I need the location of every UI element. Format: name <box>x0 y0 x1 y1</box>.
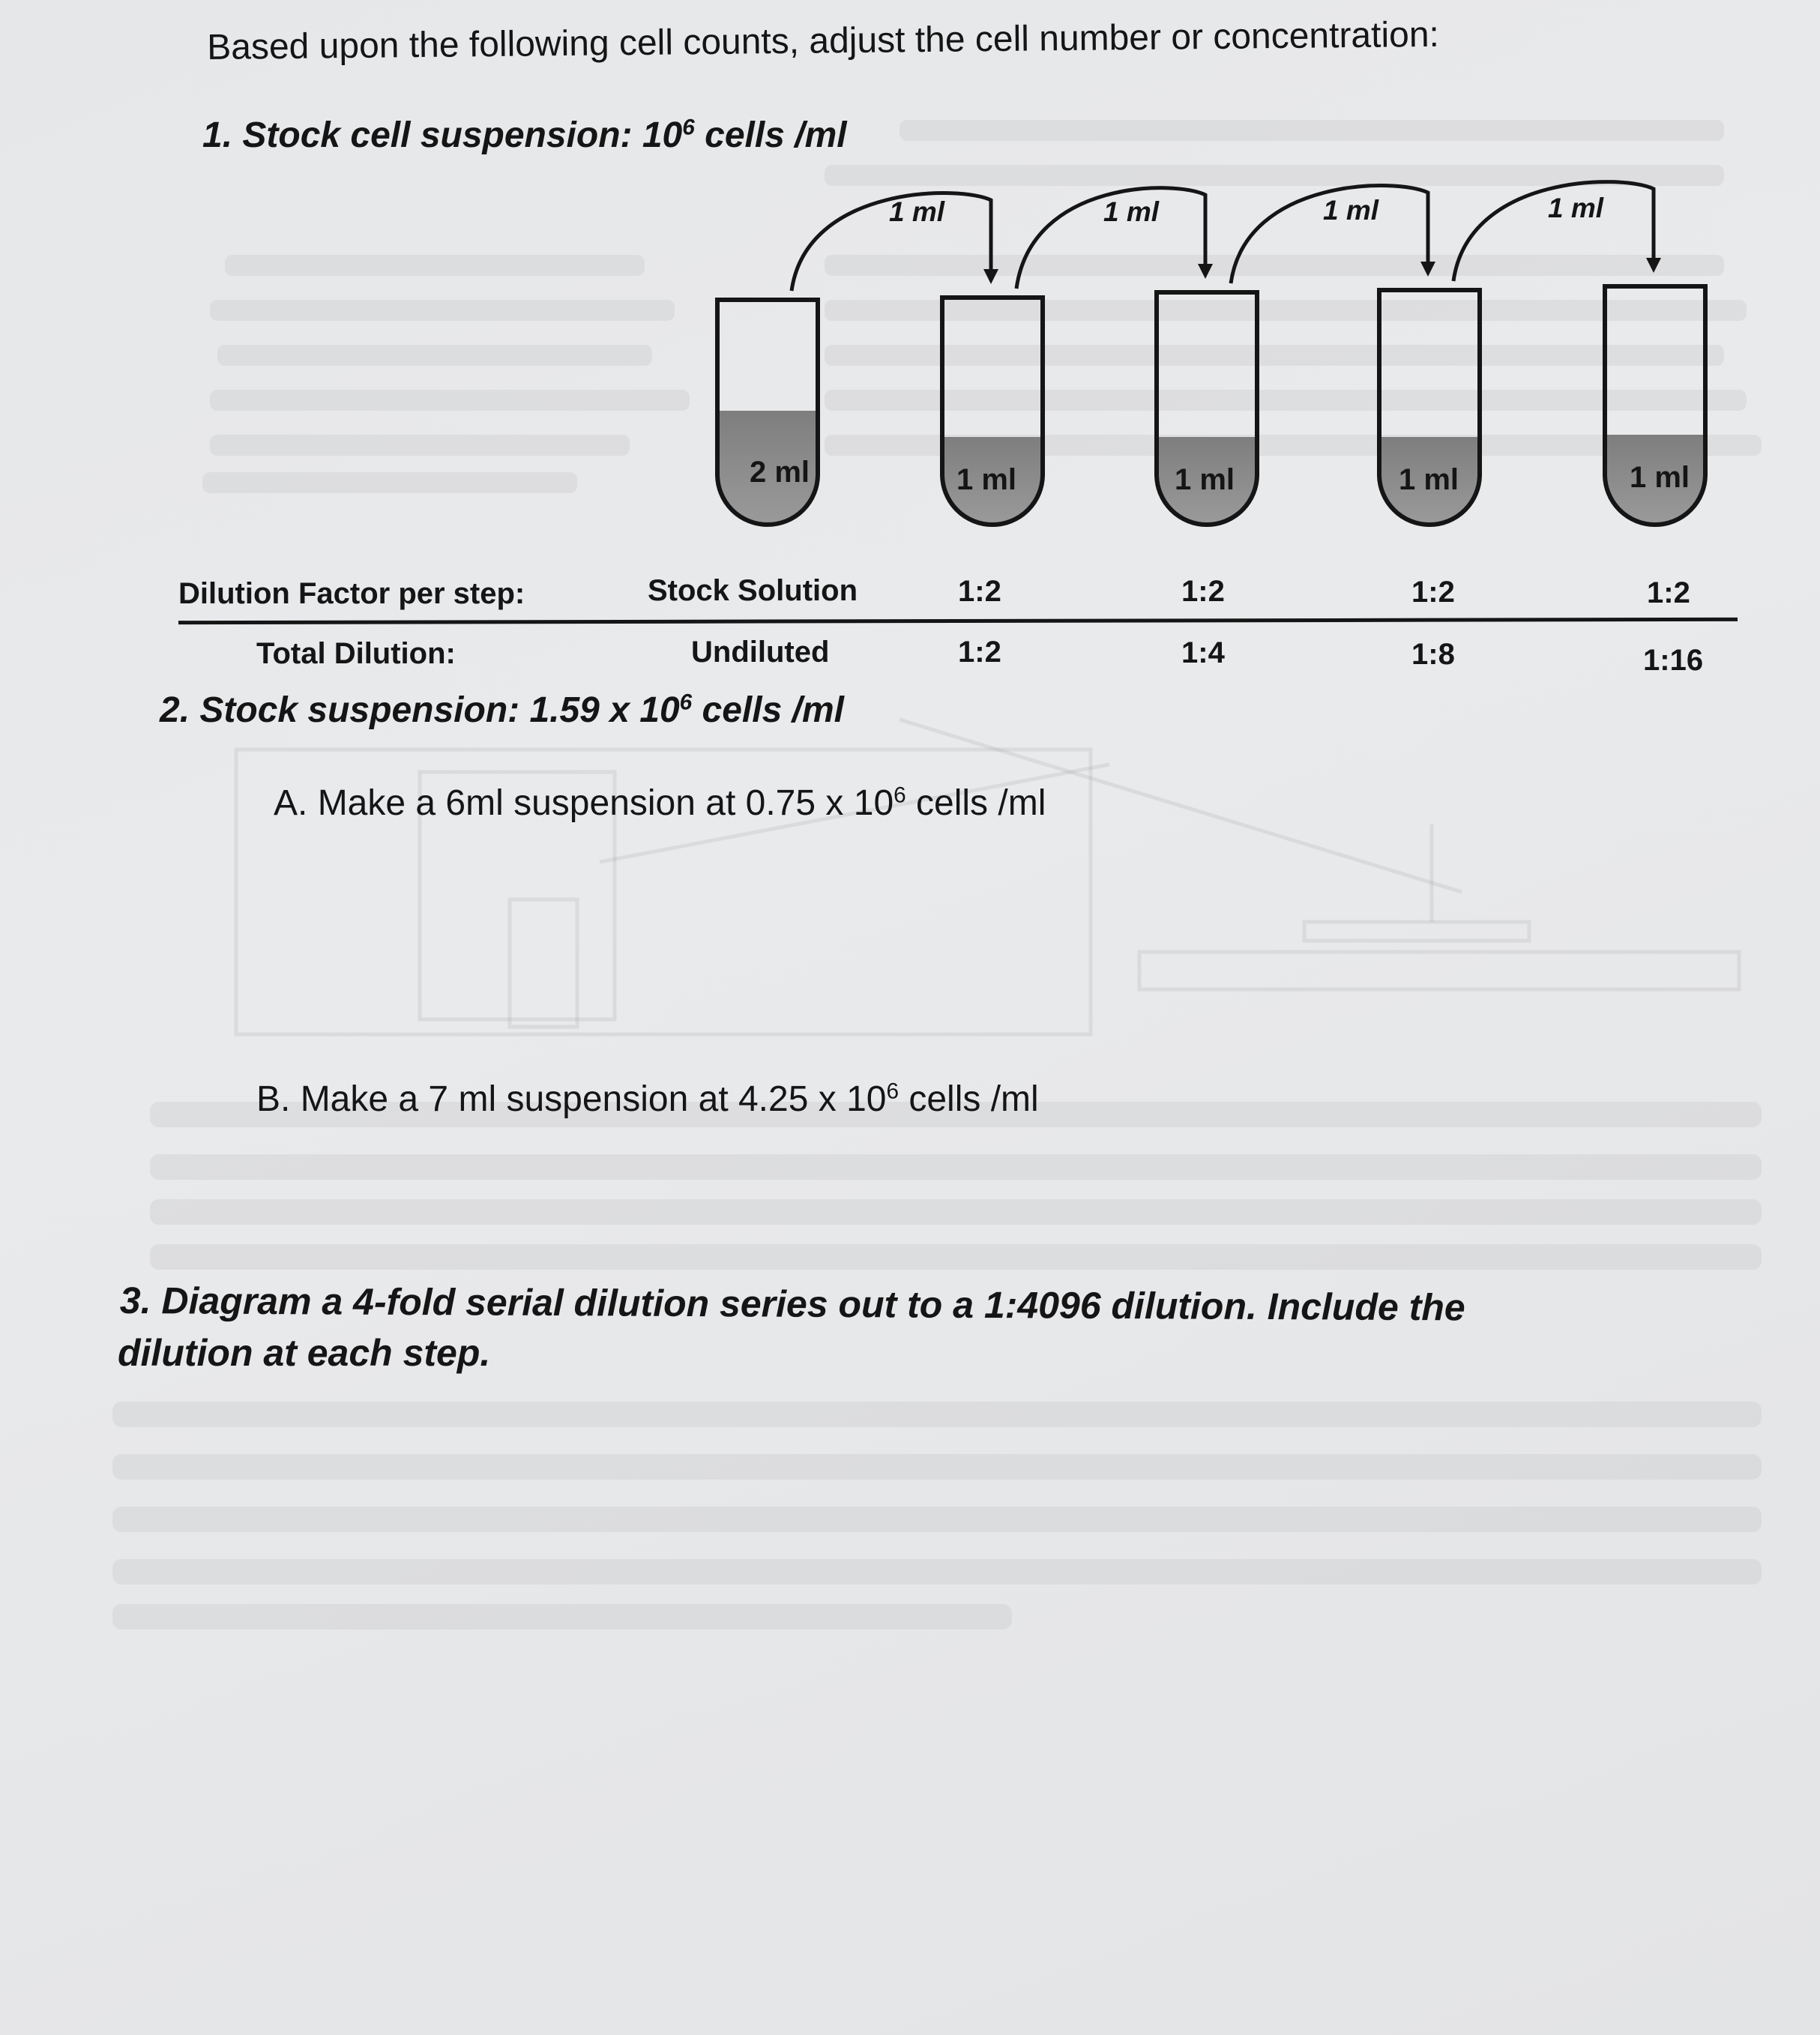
q2-title-exponent: 6 <box>679 690 693 715</box>
dilution-factor-step-2: 1:2 <box>1181 575 1225 608</box>
total-dilution-step-4: 1:16 <box>1643 644 1704 677</box>
tube-1 <box>717 300 818 525</box>
tube-volume-label-2: 1 ml <box>956 463 1017 496</box>
tube-volume-label-1: 2 ml <box>750 456 810 489</box>
total-dilution-step-1: 1:2 <box>958 636 1001 669</box>
transfer-volume-label-1: 1 ml <box>889 196 945 227</box>
question-2a <box>274 783 1046 823</box>
q2-title-prefix: 2. Stock suspension: 1.59 x 10 <box>160 690 680 730</box>
question-3-line-1: 3. Diagram a 4-fold serial dilution series out to a 1:4096 dilution. Include the <box>119 1279 1465 1329</box>
q2-title-suffix: cells /ml <box>692 690 844 730</box>
dilution-factor-row-label: Dilution Factor per step: <box>178 577 525 610</box>
q2a-exponent: 6 <box>894 783 906 808</box>
transfer-volume-label-4: 1 ml <box>1548 193 1604 223</box>
total-dilution-row-label: Total Dilution: <box>256 637 456 670</box>
q2a-prefix: A. Make a 6ml suspension at 0.75 x 10 <box>274 783 894 823</box>
total-dilution-stock: Undiluted <box>691 636 830 669</box>
intro-instruction: Based upon the following cell counts, adjust the cell number or concentration: <box>206 14 1440 67</box>
dilution-factor-stock: Stock Solution <box>648 574 858 607</box>
question-3-line-2: dilution at each step. <box>118 1332 491 1374</box>
dilution-factor-step-3: 1:2 <box>1411 576 1455 609</box>
transfer-volume-label-3: 1 ml <box>1323 195 1379 226</box>
q2b-exponent: 6 <box>886 1079 900 1104</box>
dilution-factor-step-1: 1:2 <box>958 575 1001 608</box>
transfer-volume-label-2: 1 ml <box>1103 196 1160 227</box>
tube-volume-label-5: 1 ml <box>1630 461 1690 494</box>
question-2b <box>256 1079 1039 1119</box>
q2a-suffix: cells /ml <box>906 783 1046 823</box>
q1-title-prefix: 1. Stock cell suspension: 10 <box>202 115 683 155</box>
total-dilution-step-3: 1:8 <box>1411 638 1455 671</box>
q2b-prefix: B. Make a 7 ml suspension at 4.25 x 10 <box>256 1079 887 1119</box>
tube-volume-label-3: 1 ml <box>1175 463 1235 496</box>
question-2-title <box>160 690 844 730</box>
dilution-factor-step-4: 1:2 <box>1647 576 1690 609</box>
q1-title-suffix: cells /ml <box>694 115 847 155</box>
q1-title-exponent: 6 <box>682 115 695 140</box>
total-dilution-step-2: 1:4 <box>1181 636 1225 669</box>
tube-volume-label-4: 1 ml <box>1399 463 1459 496</box>
q2b-suffix: cells /ml <box>899 1079 1039 1119</box>
